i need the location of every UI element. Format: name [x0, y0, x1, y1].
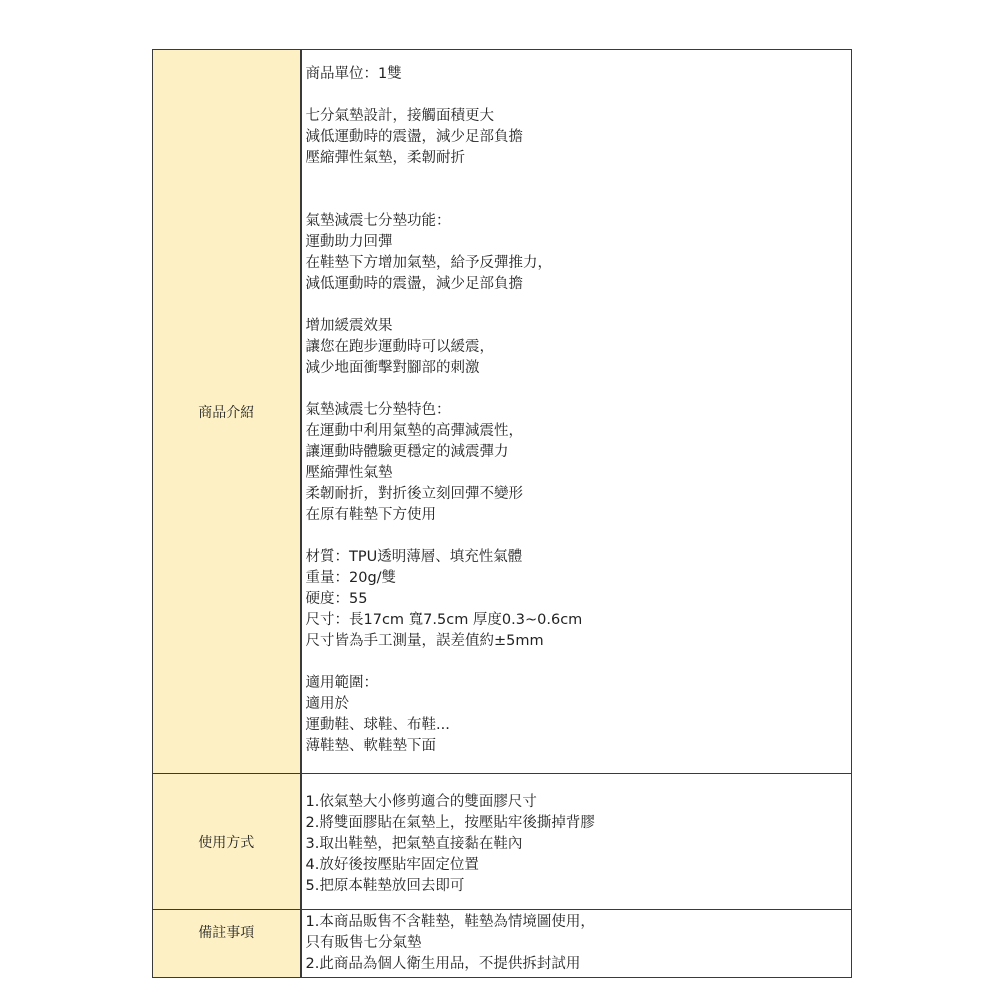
text-line: 3.取出鞋墊，把氣墊直接黏在鞋內	[305, 836, 523, 852]
row-label: 使用方式	[153, 774, 301, 910]
text-line: 壓縮彈性氣墊，柔韌耐折	[305, 150, 465, 166]
paragraph	[306, 912, 846, 975]
spec-row-intro	[153, 50, 852, 774]
text-line: 只有販售七分氣墊	[305, 935, 422, 951]
text-line: 適用範圍：	[305, 675, 378, 691]
text-line: 運動鞋、球鞋、布鞋...	[305, 717, 450, 733]
text-line: 在原有鞋墊下方使用	[305, 507, 436, 523]
paragraph	[306, 673, 846, 757]
text-line: 在鞋墊下方增加氣墊，給予反彈推力，	[305, 255, 552, 271]
text-line: 重量：20g/雙	[305, 570, 397, 586]
text-line: 減低運動時的震盪，減少足部負擔	[305, 276, 523, 292]
text-line: 柔韌耐折，對折後立刻回彈不變形	[305, 486, 523, 502]
row-content	[301, 774, 852, 910]
text-line: 材質：TPU透明薄層、填充性氣體	[305, 549, 523, 565]
spec-row-usage	[153, 774, 852, 910]
paragraph	[306, 400, 846, 526]
row-content	[301, 50, 852, 774]
text-line: 氣墊減震七分墊特色：	[305, 402, 451, 418]
spec-row-notes	[153, 910, 852, 978]
text-line: 增加緩震效果	[305, 318, 393, 334]
paragraph	[306, 64, 846, 85]
text-line: 減低運動時的震盪，減少足部負擔	[305, 129, 523, 145]
text-line: 七分氣墊設計，接觸面積更大	[305, 108, 494, 124]
paragraph	[306, 547, 846, 652]
row-content	[301, 910, 852, 978]
text-line: 商品單位：1雙	[305, 66, 402, 82]
row-label: 商品介紹	[153, 50, 301, 774]
text-line: 硬度：55	[305, 591, 368, 607]
text-line: 減少地面衝擊對腳部的刺激	[305, 360, 480, 376]
paragraph	[306, 106, 846, 169]
paragraph	[306, 211, 846, 295]
text-line: 適用於	[305, 696, 349, 712]
text-line: 壓縮彈性氣墊	[305, 465, 393, 481]
text-line: 2.此商品為個人衛生用品，不提供拆封試用	[305, 956, 581, 972]
text-line: 讓運動時體驗更穩定的減震彈力	[305, 444, 509, 460]
text-line: 尺寸：長17cm 寬7.5cm 厚度0.3~0.6cm	[305, 612, 583, 628]
text-line: 2.將雙面膠貼在氣墊上，按壓貼牢後撕掉背膠	[305, 815, 595, 831]
row-label: 備註事項	[153, 910, 301, 978]
text-line: 氣墊減震七分墊功能：	[305, 213, 451, 229]
text-line: 在運動中利用氣墊的高彈減震性，	[305, 423, 523, 439]
product-spec-table	[152, 49, 852, 978]
text-line: 薄鞋墊、軟鞋墊下面	[305, 738, 436, 754]
text-line: 1.本商品販售不含鞋墊，鞋墊為情境圖使用，	[305, 914, 595, 930]
text-line: 5.把原本鞋墊放回去即可	[305, 878, 465, 894]
text-line: 運動助力回彈	[305, 234, 393, 250]
text-line: 1.依氣墊大小修剪適合的雙面膠尺寸	[305, 794, 537, 810]
text-line: 4.放好後按壓貼牢固定位置	[305, 857, 479, 873]
text-line: 尺寸皆為手工測量，誤差值約±5mm	[305, 633, 544, 649]
paragraph	[306, 316, 846, 379]
text-line: 讓您在跑步運動時可以緩震，	[305, 339, 494, 355]
paragraph	[306, 792, 846, 897]
